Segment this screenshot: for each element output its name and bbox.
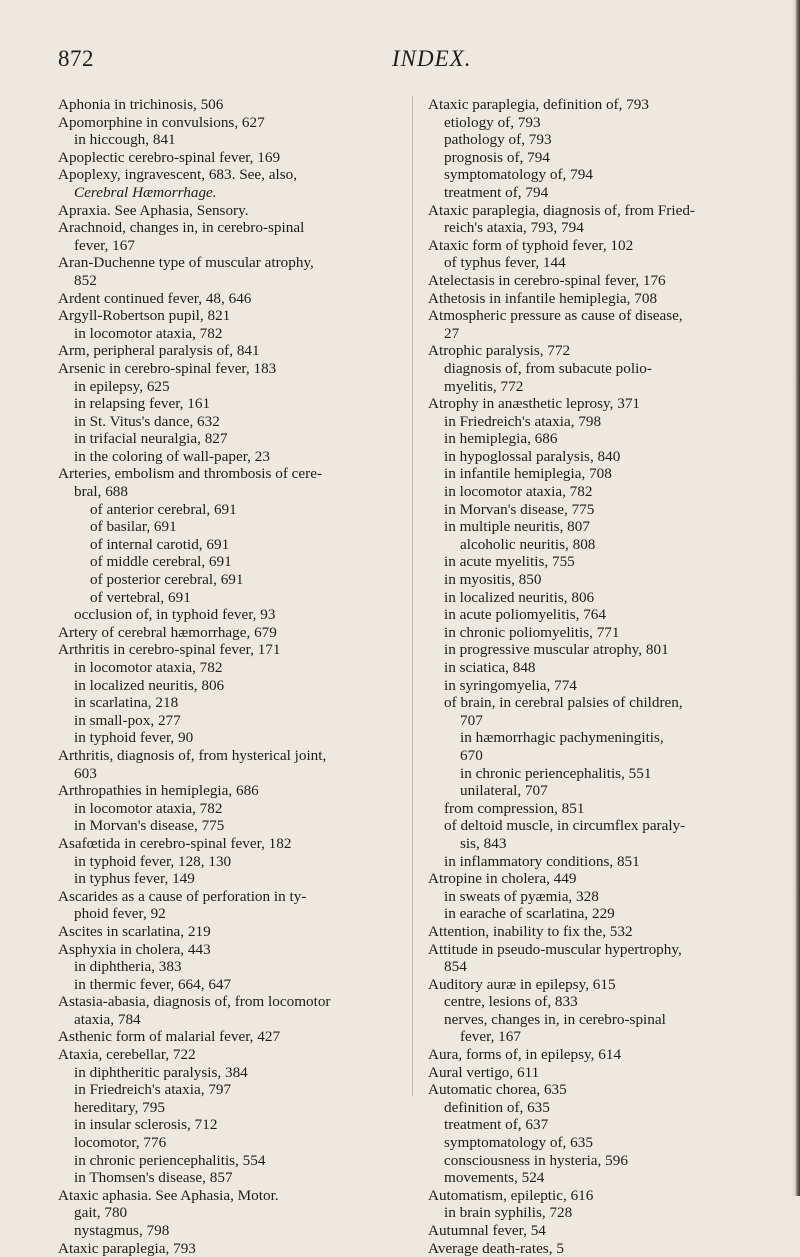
index-entry: 707 <box>460 711 483 729</box>
index-entry: in scarlatina, 218 <box>74 694 179 712</box>
page-number: 872 <box>58 46 94 71</box>
index-entry: of middle cerebral, 691 <box>90 553 232 571</box>
index-entry: 27 <box>444 324 460 342</box>
index-entry: centre, lesions of, 833 <box>444 993 578 1011</box>
index-entry: in typhoid fever, 90 <box>74 729 194 747</box>
index-entry: unilateral, 707 <box>460 782 548 800</box>
index-entry: occlusion of, in typhoid fever, 93 <box>74 606 276 624</box>
index-entry: in small-pox, 277 <box>74 711 181 729</box>
index-entry: phoid fever, 92 <box>74 905 166 923</box>
index-entry: Ataxic form of typhoid fever, 102 <box>428 236 634 254</box>
index-entry: in locomotor ataxia, 782 <box>74 324 223 342</box>
index-entry: diagnosis of, from subacute polio- <box>444 359 652 377</box>
index-entry: of posterior cerebral, 691 <box>90 571 244 589</box>
index-entry: in chronic periencephalitis, 554 <box>74 1151 266 1169</box>
index-entry: of anterior cerebral, 691 <box>90 500 237 518</box>
index-entry: gait, 780 <box>74 1204 128 1222</box>
index-entry: fever, 167 <box>74 236 135 254</box>
index-entry: Auditory auræ in epilepsy, 615 <box>428 975 616 993</box>
index-entry: in chronic periencephalitis, 551 <box>460 764 652 782</box>
index-entry: etiology of, 793 <box>444 113 541 131</box>
index-entry: Ardent continued fever, 48, 646 <box>58 289 252 307</box>
index-entry: Atropine in cholera, 449 <box>428 870 577 888</box>
index-entry: Aphonia in trichinosis, 506 <box>58 96 224 113</box>
index-entry: Artery of cerebral hæmorrhage, 679 <box>58 623 277 641</box>
index-entry: in St. Vitus's dance, 632 <box>74 412 220 430</box>
index-entry: in Friedreich's ataxia, 798 <box>444 412 602 430</box>
index-entry: in myositis, 850 <box>444 571 542 589</box>
index-entry: Attitude in pseudo-muscular hypertrophy, <box>428 940 682 958</box>
index-entry: in Friedreich's ataxia, 797 <box>74 1081 232 1099</box>
index-entry: Aran-Duchenne type of muscular atrophy, <box>58 254 314 272</box>
index-entry: in localized neuritis, 806 <box>444 588 595 606</box>
index-entry: Astasia-abasia, diagnosis of, from locomotor <box>58 993 331 1011</box>
index-entry: ataxia, 784 <box>74 1010 141 1028</box>
index-entry: in trifacial neuralgia, 827 <box>74 430 228 448</box>
index-entry: in acute poliomyelitis, 764 <box>444 606 606 624</box>
index-entry: in syringomyelia, 774 <box>444 676 577 694</box>
index-entry: Average death-rates, 5 <box>428 1239 564 1257</box>
index-entry: Atrophic paralysis, 772 <box>428 342 571 360</box>
index-entry: consciousness in hysteria, 596 <box>444 1151 628 1169</box>
index-entry: in the coloring of wall-paper, 23 <box>74 447 270 465</box>
index-entry: Argyll-Robertson pupil, 821 <box>58 307 231 325</box>
index-entry: Ataxic aphasia. See Aphasia, Motor. <box>58 1186 279 1204</box>
index-entry: Arachnoid, changes in, in cerebro-spinal <box>58 219 305 237</box>
index-entry: movements, 524 <box>444 1169 545 1187</box>
index-entry: in hæmorrhagic pachymeningitis, <box>460 729 664 747</box>
index-entry: in thermic fever, 664, 647 <box>74 975 232 993</box>
index-entry: Arteries, embolism and thrombosis of cere- <box>58 465 323 483</box>
index-entry: in diphtheria, 383 <box>74 958 182 976</box>
index-entry: in Thomsen's disease, 857 <box>74 1169 233 1187</box>
index-entry: Arm, peripheral paralysis of, 841 <box>58 342 260 360</box>
index-entry: in localized neuritis, 806 <box>74 676 225 694</box>
index-entry: of brain, in cerebral palsies of children, <box>444 694 683 712</box>
column-divider <box>412 96 413 1096</box>
index-entry: Automatism, epileptic, 616 <box>428 1186 594 1204</box>
index-entry: in relapsing fever, 161 <box>74 395 211 413</box>
index-entry: Asafœtida in cerebro-spinal fever, 182 <box>58 834 292 852</box>
index-entry: Apraxia. See Aphasia, Sensory. <box>58 201 249 219</box>
page-edge <box>792 0 800 1196</box>
index-entry: Ascarides as a cause of perforation in ty- <box>58 887 307 905</box>
index-entry: Aura, forms of, in epilepsy, 614 <box>428 1046 622 1064</box>
index-entry: in multiple neuritis, 807 <box>444 518 590 536</box>
index-entry: Attention, inability to fix the, 532 <box>428 922 633 940</box>
index-entry: pathology of, 793 <box>444 131 552 149</box>
index-entry: Arsenic in cerebro-spinal fever, 183 <box>58 359 277 377</box>
index-entry: in hiccough, 841 <box>74 131 176 149</box>
index-entry: reich's ataxia, 793, 794 <box>444 219 584 237</box>
index-entry: in hypoglossal paralysis, 840 <box>444 447 621 465</box>
index-entry: alcoholic neuritis, 808 <box>460 535 596 553</box>
index-column-left <box>58 96 403 1257</box>
index-entry: Athetosis in infantile hemiplegia, 708 <box>428 289 658 307</box>
index-entry: of deltoid muscle, in circumflex paraly- <box>444 817 686 835</box>
index-entry: Autumnal fever, 54 <box>428 1222 546 1239</box>
index-entry: of basilar, 691 <box>90 518 177 536</box>
index-entry: Ataxic paraplegia, definition of, 793 <box>428 96 649 113</box>
index-entry: Apoplexy, ingravescent, 683. See, also, <box>58 166 298 184</box>
index-entry: locomotor, 776 <box>74 1134 167 1152</box>
index-entry: nystagmus, 798 <box>74 1222 170 1239</box>
index-entry: 670 <box>460 746 483 764</box>
index-entry: in progressive muscular atrophy, 801 <box>444 641 669 659</box>
index-entry: Ataxic paraplegia, diagnosis of, from Fried- <box>428 201 695 219</box>
index-entry: in infantile hemiplegia, 708 <box>444 465 612 483</box>
index-entry: treatment of, 794 <box>444 183 549 201</box>
index-entry: Apoplectic cerebro-spinal fever, 169 <box>58 148 281 166</box>
index-entry: in Morvan's disease, 775 <box>74 817 225 835</box>
index-entry: Ascites in scarlatina, 219 <box>58 922 211 940</box>
index-entry: in hemiplegia, 686 <box>444 430 558 448</box>
index-entry: 852 <box>74 271 97 289</box>
index-entry: in inflammatory conditions, 851 <box>444 852 640 870</box>
index-entry: 603 <box>74 764 97 782</box>
index-entry: Arthritis in cerebro-spinal fever, 171 <box>58 641 281 659</box>
index-entry: Asthenic form of malarial fever, 427 <box>58 1028 281 1046</box>
index-entry: in epilepsy, 625 <box>74 377 170 395</box>
index-entry: in insular sclerosis, 712 <box>74 1116 218 1134</box>
index-entry: from compression, 851 <box>444 799 585 817</box>
index-entry: in Morvan's disease, 775 <box>444 500 595 518</box>
index-entry: Arthritis, diagnosis of, from hysterical joint, <box>58 746 327 764</box>
index-entry: of vertebral, 691 <box>90 588 191 606</box>
index-entry: Apomorphine in convulsions, 627 <box>58 113 265 131</box>
index-entry: symptomatology of, 635 <box>444 1134 593 1152</box>
index-entry: Cerebral Hæmorrhage. <box>74 183 217 201</box>
index-entry: Aural vertigo, 611 <box>428 1063 540 1081</box>
index-entry: in sciatica, 848 <box>444 659 536 676</box>
index-entry: myelitis, 772 <box>444 377 524 395</box>
index-entry: in brain syphilis, 728 <box>444 1204 573 1222</box>
index-entry: Automatic chorea, 635 <box>428 1081 567 1099</box>
index-entry: Atrophy in anæsthetic leprosy, 371 <box>428 395 641 413</box>
page-header <box>0 46 800 76</box>
index-entry: in earache of scarlatina, 229 <box>444 905 615 923</box>
index-entry: in acute myelitis, 755 <box>444 553 575 571</box>
index-entry: sis, 843 <box>460 834 507 852</box>
index-column-right <box>428 96 768 1257</box>
index-entry: in chronic poliomyelitis, 771 <box>444 623 620 641</box>
index-entry: Ataxia, cerebellar, 722 <box>58 1046 196 1064</box>
running-head: INDEX. <box>392 46 472 71</box>
index-entry: Asphyxia in cholera, 443 <box>58 940 211 958</box>
index-entry: 854 <box>444 958 467 976</box>
index-entry: in diphtheritic paralysis, 384 <box>74 1063 248 1081</box>
index-entry: symptomatology of, 794 <box>444 166 593 184</box>
index-entry: prognosis of, 794 <box>444 148 550 166</box>
index-entry: in sweats of pyæmia, 328 <box>444 887 599 905</box>
index-entry: in locomotor ataxia, 782 <box>74 799 223 817</box>
index-entry: treatment of, 637 <box>444 1116 549 1134</box>
index-entry: definition of, 635 <box>444 1098 550 1116</box>
index-entry: Arthropathies in hemiplegia, 686 <box>58 782 259 800</box>
index-entry: Atmospheric pressure as cause of disease, <box>428 307 683 325</box>
index-entry: Ataxic paraplegia, 793 <box>58 1239 196 1257</box>
index-entry: in typhus fever, 149 <box>74 870 195 888</box>
index-entry: nerves, changes in, in cerebro-spinal <box>444 1010 666 1028</box>
index-entry: in locomotor ataxia, 782 <box>74 659 223 676</box>
index-entry: fever, 167 <box>460 1028 521 1046</box>
index-entry: in typhoid fever, 128, 130 <box>74 852 232 870</box>
index-entry: bral, 688 <box>74 483 128 501</box>
index-entry: hereditary, 795 <box>74 1098 165 1116</box>
index-entry: Atelectasis in cerebro-spinal fever, 176 <box>428 271 666 289</box>
index-entry: of internal carotid, 691 <box>90 535 230 553</box>
index-entry: of typhus fever, 144 <box>444 254 566 272</box>
index-entry: in locomotor ataxia, 782 <box>444 483 593 501</box>
